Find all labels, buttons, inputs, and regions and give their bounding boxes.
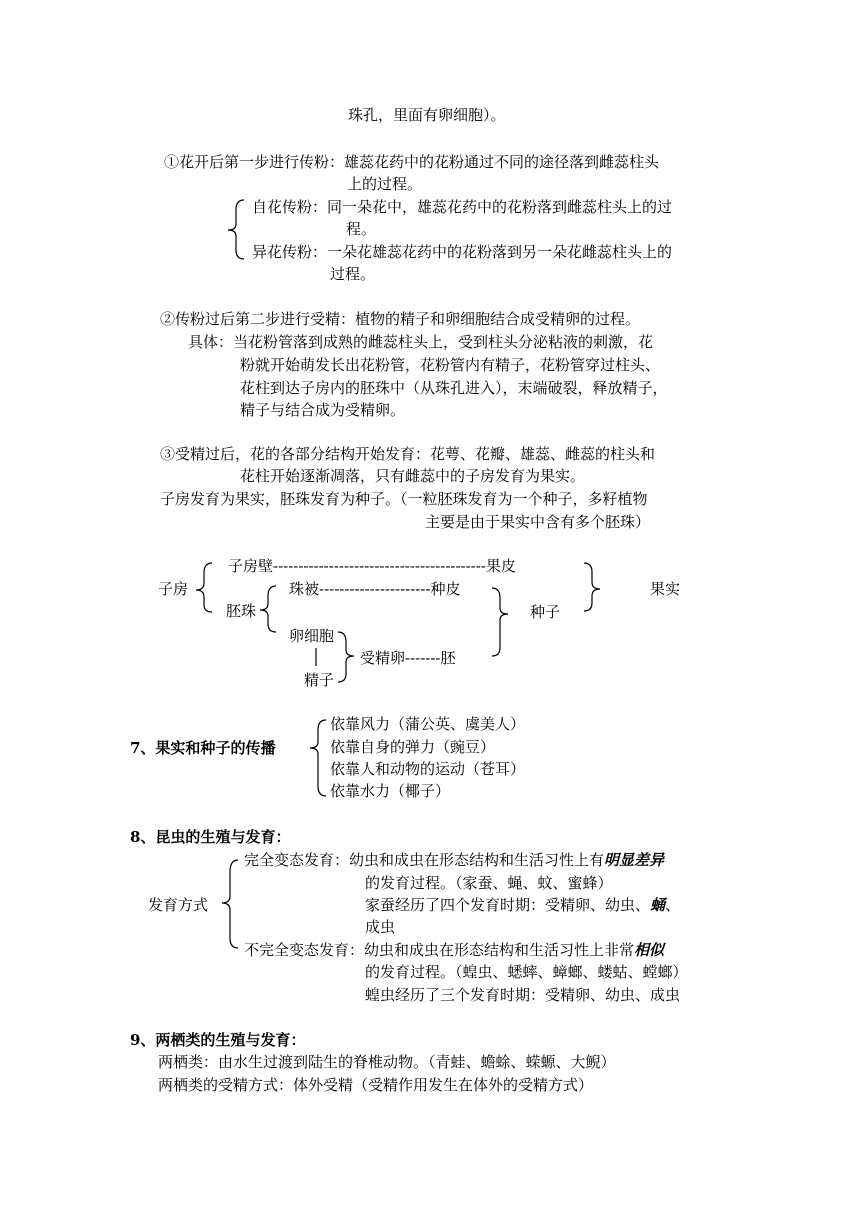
fertilization-step: ②传粉过后第二步进行受精：植物的精子和卵细胞结合成受精卵的过程。 bbox=[160, 310, 641, 328]
complete-metamorphosis-3: 家蚕经历了四个发育时期：受精卵、幼虫、蛹、 bbox=[365, 896, 681, 914]
incomplete-metamorphosis: 不完全变态发育：幼虫和成虫在形态结构和生活习性上非常相似 bbox=[244, 941, 665, 959]
ovary-development-cont: 主要是由于果实中含有多个胚珠） bbox=[425, 513, 651, 531]
section-8-title: 8、昆虫的生殖与发育： bbox=[130, 828, 291, 846]
pollination-step-cont: 上的过程。 bbox=[347, 175, 423, 193]
dispersal-item: 依靠自身的弹力（豌豆） bbox=[330, 738, 496, 756]
complete-metamorphosis-4: 成虫 bbox=[365, 918, 396, 936]
fertilization-detail-2: 粉就开始萌发长出花粉管，花粉管内有精子，花粉管穿过柱头、 bbox=[240, 356, 661, 374]
diagram-zygote: 受精卵-------胚 bbox=[360, 649, 456, 667]
fertilization-detail: 具体：当花粉管落到成熟的雌蕊柱头上，受到柱头分泌粘液的刺激，花 bbox=[188, 333, 654, 351]
dispersal-item: 依靠人和动物的运动（苍耳） bbox=[330, 760, 526, 778]
brace-ovary bbox=[196, 563, 212, 612]
cross-pollination: 异花传粉：一朵花雄蕊花药中的花粉落到另一朵花雌蕊柱头上的 bbox=[252, 243, 673, 261]
development-step: ③受精过后，花的各部分结构开始发育：花萼、花瓣、雄蕊、雌蕊的柱头和 bbox=[160, 445, 656, 463]
incomplete-metamorphosis-2: 的发育过程。（蝗虫、蟋蟀、蟑螂、蝼蛄、螳螂） bbox=[365, 963, 688, 981]
cross-pollination-cont: 过程。 bbox=[330, 265, 376, 283]
fertilization-detail-3: 花柱到达子房内的胚珠中（从珠孔进入），末端破裂，释放精子， bbox=[240, 379, 668, 397]
dispersal-item: 依靠风力（蒲公英、虞美人） bbox=[330, 715, 526, 733]
brace-fruit bbox=[584, 563, 600, 611]
diagram-sperm: 精子 bbox=[304, 671, 335, 689]
diagram-ovary-wall: 子房壁------------------------------------------果皮 bbox=[228, 557, 516, 575]
diagram-ovule: 胚珠 bbox=[226, 602, 257, 620]
brace-ovule bbox=[260, 586, 276, 632]
self-pollination-cont: 程。 bbox=[346, 220, 377, 238]
brace-dispersal bbox=[310, 720, 326, 796]
diagram-seed: 种子 bbox=[530, 603, 561, 621]
ovary-development: 子房发育为果实，胚珠发育为种子。（一粒胚珠发育为一个种子，多籽植物 bbox=[160, 490, 648, 508]
diagram-integument: 珠被----------------------种皮 bbox=[289, 580, 461, 598]
diagram-ovary: 子房 bbox=[158, 580, 189, 598]
development-mode-label: 发育方式 bbox=[148, 896, 209, 914]
fertilization-detail-4: 精子与结合成为受精卵。 bbox=[240, 401, 406, 419]
pollination-step: ①花开后第一步进行传粉：雄蕊花药中的花粉通过不同的途径落到雌蕊柱头 bbox=[164, 153, 660, 171]
brace-seed bbox=[492, 588, 508, 656]
diagram-fruit: 果实 bbox=[650, 580, 681, 598]
dispersal-item: 依靠水力（椰子） bbox=[330, 782, 451, 800]
brace-pollination bbox=[228, 200, 244, 259]
self-pollination: 自花传粉：同一朵花中，雄蕊花药中的花粉落到雌蕊柱头上的过 bbox=[252, 198, 673, 216]
section-9-title: 9、两栖类的生殖与发育： bbox=[130, 1031, 306, 1049]
incomplete-metamorphosis-3: 蝗虫经历了三个发育时期：受精卵、幼虫、成虫 bbox=[365, 986, 681, 1004]
amphibian-fertilization: 两栖类的受精方式：体外受精（受精作用发生在体外的受精方式） bbox=[158, 1076, 594, 1094]
complete-metamorphosis-2: 的发育过程。（家蚕、蝇、蚊、蜜蜂） bbox=[365, 874, 613, 892]
development-step-cont: 花柱开始逐渐凋落，只有雌蕊中的子房发育为果实。 bbox=[240, 467, 586, 485]
complete-metamorphosis: 完全变态发育：幼虫和成虫在形态结构和生活习性上有明显差异 bbox=[244, 851, 665, 869]
brace-development-mode bbox=[222, 860, 238, 948]
intro-tail: 珠孔，里面有卵细胞）。 bbox=[348, 106, 506, 124]
section-7-title: 7、果实和种子的传播 bbox=[130, 739, 276, 757]
diagram-egg: 卵细胞 bbox=[289, 627, 335, 645]
amphibian-definition: 两栖类：由水生过渡到陆生的脊椎动物。（青蛙、蟾蜍、蝾螈、大鲵） bbox=[158, 1053, 616, 1071]
brace-zygote bbox=[338, 632, 354, 682]
